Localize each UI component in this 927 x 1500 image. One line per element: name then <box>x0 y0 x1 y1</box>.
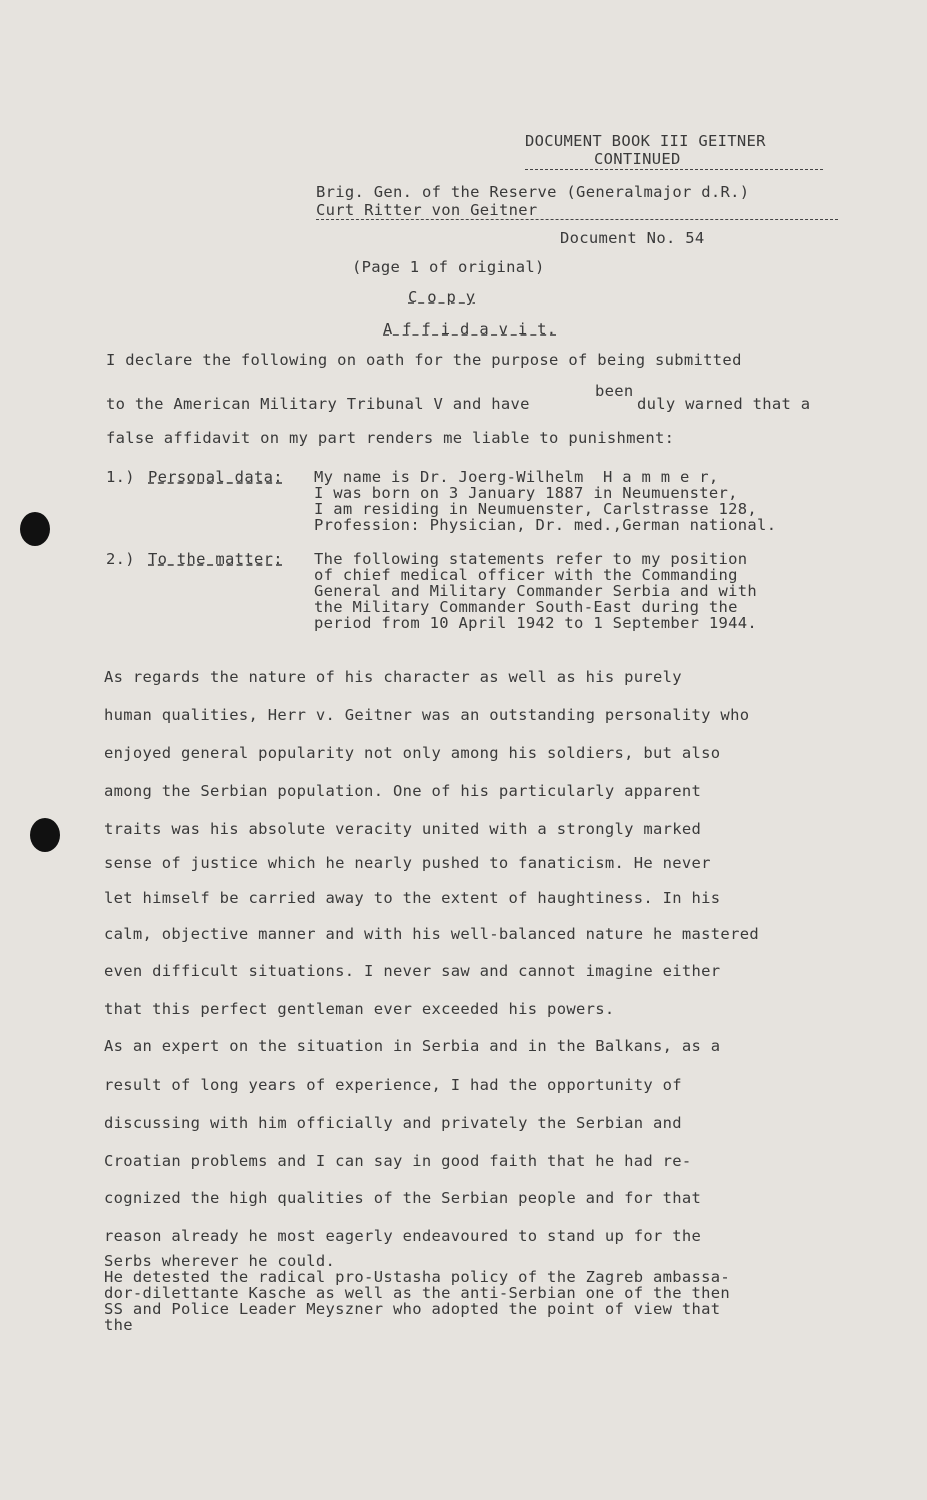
rank-line: Brig. Gen. of the Reserve (Generalmajor d.R.) <box>316 183 750 201</box>
body-line: calm, objective manner and with his well-balanced nature he mastered <box>104 925 759 943</box>
intro-line: false affidavit on my part renders me liable to punishment: <box>106 429 675 447</box>
intro-line: to the American Military Tribunal V and have <box>106 395 530 413</box>
name-underline <box>316 219 838 220</box>
body-line: result of long years of experience, I had the opportunity of <box>104 1076 682 1094</box>
copy-label: C o p y <box>408 288 476 306</box>
intro-line: I declare the following on oath for the purpose of being submitted <box>106 351 742 369</box>
body-line: let himself be carried away to the extent of haughtiness. In his <box>104 889 721 907</box>
document-number: Document No. 54 <box>560 229 705 247</box>
item-number: 2.) <box>106 550 135 568</box>
body-line: Croatian problems and I can say in good faith that he had re- <box>104 1152 692 1170</box>
body-line: sense of justice which he nearly pushed to fanaticism. He never <box>104 854 711 872</box>
body-line: enjoyed general popularity not only among his soldiers, but also <box>104 744 721 762</box>
body-line: As regards the nature of his character as well as his purely <box>104 668 682 686</box>
body-line: that this perfect gentleman ever exceeded his powers. <box>104 1000 615 1018</box>
item-number: 1.) <box>106 468 135 486</box>
body-line: reason already he most eagerly endeavoured to stand up for the <box>104 1227 702 1245</box>
item-text-line: The following statements refer to my position <box>314 550 748 568</box>
body-line: He detested the radical pro-Ustasha policy of the Zagreb ambassa- <box>104 1268 731 1286</box>
defendant-name: Curt Ritter von Geitner <box>316 201 538 219</box>
item-text-line: Profession: Physician, Dr. med.,German national. <box>314 516 777 534</box>
body-line: Serbs wherever he could. <box>104 1252 336 1270</box>
item-text-line: I am residing in Neumuenster, Carlstrasse 128, <box>314 500 758 518</box>
body-line: even difficult situations. I never saw and cannot imagine either <box>104 962 721 980</box>
body-line: cognized the high qualities of the Serbian people and for that <box>104 1189 702 1207</box>
affidavit-title: A f f i d a v i t. <box>383 320 557 338</box>
punch-hole <box>20 512 50 546</box>
body-line: dor-dilettante Kasche as well as the anti-Serbian one of the then <box>104 1284 731 1302</box>
item-text-line: of chief medical officer with the Commanding <box>314 566 738 584</box>
body-line: discussing with him officially and privately the Serbian and <box>104 1114 682 1132</box>
page-note: (Page 1 of original) <box>352 258 545 276</box>
body-line: the <box>104 1316 133 1334</box>
item-text-line: I was born on 3 January 1887 in Neumuenster, <box>314 484 738 502</box>
body-line: SS and Police Leader Meyszner who adopted the point of view that <box>104 1300 721 1318</box>
item-text-line: the Military Commander South-East during the <box>314 598 738 616</box>
body-line: As an expert on the situation in Serbia and in the Balkans, as a <box>104 1037 721 1055</box>
continued-underline <box>525 169 823 170</box>
body-line: human qualities, Herr v. Geitner was an outstanding personality who <box>104 706 750 724</box>
inserted-word: been <box>595 382 634 400</box>
punch-hole <box>30 818 60 852</box>
item-label: To the matter: <box>148 550 283 568</box>
continued-label: CONTINUED <box>594 150 681 168</box>
body-line: traits was his absolute veracity united with a strongly marked <box>104 820 702 838</box>
body-line: among the Serbian population. One of his particularly apparent <box>104 782 702 800</box>
intro-line: duly warned that a <box>637 395 811 413</box>
item-text-line: My name is Dr. Joerg-Wilhelm H a m m e r, <box>314 468 719 486</box>
document-book-heading: DOCUMENT BOOK III GEITNER <box>525 132 766 150</box>
item-label: Personal data: <box>148 468 283 486</box>
item-text-line: General and Military Commander Serbia and with <box>314 582 758 600</box>
item-text-line: period from 10 April 1942 to 1 September 1944. <box>314 614 758 632</box>
